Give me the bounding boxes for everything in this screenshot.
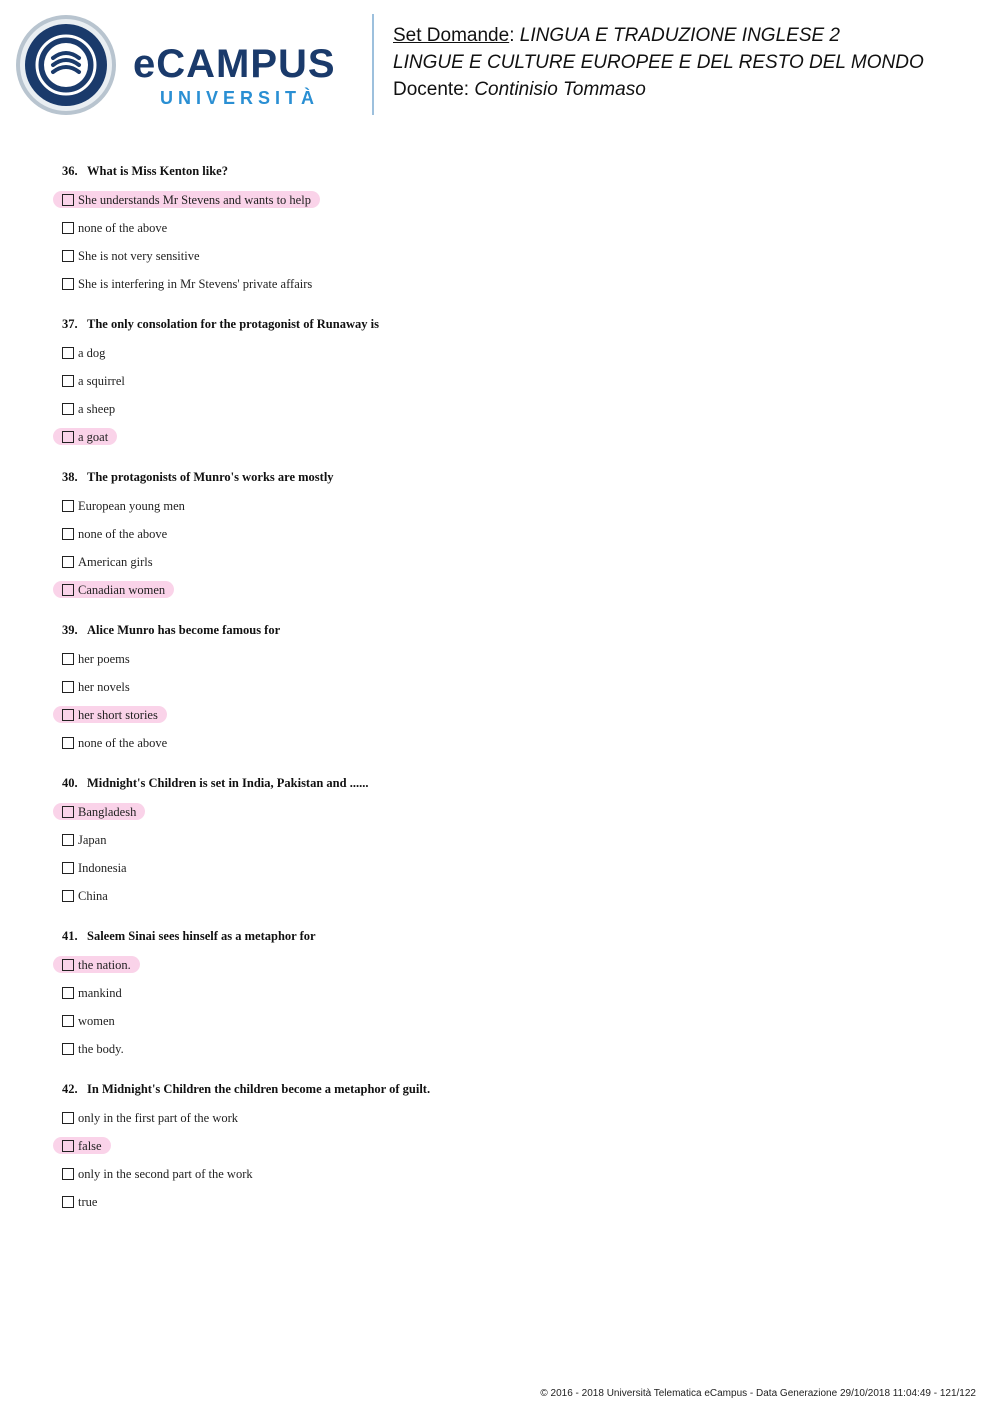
answer-option[interactable]	[62, 882, 942, 910]
answer-checkbox[interactable]	[62, 1015, 74, 1027]
answer-option[interactable]	[62, 520, 942, 548]
question-block	[62, 772, 942, 910]
answer-option[interactable]	[62, 1188, 942, 1216]
answer-checkbox[interactable]	[62, 278, 74, 290]
answer-option[interactable]	[62, 242, 942, 270]
answer-checkbox[interactable]	[62, 1043, 74, 1055]
course-info	[393, 22, 924, 103]
question-number: 40.	[62, 776, 78, 790]
answer-checkbox[interactable]	[62, 862, 74, 874]
answer-option[interactable]	[62, 339, 942, 367]
answer-option[interactable]	[62, 214, 942, 242]
answer-checkbox[interactable]	[62, 403, 74, 415]
answer-text: Canadian women	[78, 582, 166, 597]
answer-option[interactable]	[62, 826, 942, 854]
set-sep: :	[509, 25, 520, 46]
answer-text: Indonesia	[78, 860, 127, 875]
question-list	[62, 160, 942, 1231]
question-number: 37.	[62, 317, 78, 331]
question-block	[62, 160, 942, 298]
answer-text: She is interfering in Mr Stevens' private affairs	[78, 276, 313, 291]
answer-text: her poems	[78, 651, 130, 666]
answer-option[interactable]	[62, 1104, 942, 1132]
question-text: In Midnight's Children the children become a metaphor of guilt.	[87, 1082, 431, 1096]
answer-text: the nation.	[78, 957, 131, 972]
question-title	[62, 772, 942, 794]
answer-option[interactable]	[62, 548, 942, 576]
answer-text: none of the above	[78, 526, 168, 541]
answer-checkbox[interactable]	[62, 500, 74, 512]
header-divider	[372, 14, 374, 115]
question-title	[62, 619, 942, 641]
answer-text: true	[78, 1194, 98, 1209]
answer-checkbox[interactable]	[62, 653, 74, 665]
answer-option[interactable]	[62, 979, 942, 1007]
answer-option[interactable]	[62, 1132, 942, 1160]
answer-option[interactable]	[62, 645, 942, 673]
answer-text: a squirrel	[78, 373, 125, 388]
answer-text: only in the first part of the work	[78, 1110, 239, 1125]
answer-option[interactable]	[62, 1007, 942, 1035]
question-text: Alice Munro has become famous for	[87, 623, 281, 637]
answer-option[interactable]	[62, 186, 942, 214]
answer-option[interactable]	[62, 729, 942, 757]
answer-option[interactable]	[62, 701, 942, 729]
answer-option[interactable]	[62, 1160, 942, 1188]
answer-text: Japan	[78, 832, 107, 847]
question-block	[62, 313, 942, 451]
answer-text: a dog	[78, 345, 106, 360]
answer-checkbox[interactable]	[62, 987, 74, 999]
degree-title: LINGUE E CULTURE EUROPEE E DEL RESTO DEL MONDO	[393, 52, 924, 73]
question-block	[62, 1078, 942, 1216]
answer-text: her novels	[78, 679, 130, 694]
question-text: The protagonists of Munro's works are mostly	[87, 470, 334, 484]
answer-checkbox[interactable]	[62, 584, 74, 596]
question-block	[62, 925, 942, 1063]
question-text: Midnight's Children is set in India, Pakistan and ......	[87, 776, 369, 790]
answer-checkbox[interactable]	[62, 528, 74, 540]
ecampus-wordmark	[133, 44, 336, 84]
answer-text: China	[78, 888, 108, 903]
brand-name: eCAMPUS	[133, 42, 336, 86]
teacher-line	[393, 76, 924, 103]
question-title	[62, 925, 942, 947]
answer-text: European young men	[78, 498, 185, 513]
answer-text: American girls	[78, 554, 153, 569]
answer-text: false	[78, 1138, 102, 1153]
question-text: What is Miss Kenton like?	[87, 164, 228, 178]
ecampus-subtitle: UNIVERSITÀ	[160, 88, 320, 108]
answer-checkbox[interactable]	[62, 194, 74, 206]
answer-option[interactable]	[62, 367, 942, 395]
answer-option[interactable]	[62, 854, 942, 882]
teacher-label: Docente:	[393, 79, 475, 100]
degree-line	[393, 49, 924, 76]
question-number: 38.	[62, 470, 78, 484]
answer-option[interactable]	[62, 951, 942, 979]
answer-checkbox[interactable]	[62, 806, 74, 818]
answer-checkbox[interactable]	[62, 681, 74, 693]
ecampus-seal-logo-icon	[15, 14, 117, 116]
question-text: Saleem Sinai sees hinself as a metaphor for	[87, 929, 316, 943]
answer-checkbox[interactable]	[62, 834, 74, 846]
answer-text: She is not very sensitive	[78, 248, 200, 263]
answer-checkbox[interactable]	[62, 1196, 74, 1208]
answer-option[interactable]	[62, 576, 942, 604]
question-number: 41.	[62, 929, 78, 943]
answer-option[interactable]	[62, 673, 942, 701]
answer-text: her short stories	[78, 707, 158, 722]
question-number: 39.	[62, 623, 78, 637]
answer-checkbox[interactable]	[62, 556, 74, 568]
question-title	[62, 160, 942, 182]
answer-checkbox[interactable]	[62, 375, 74, 387]
question-title	[62, 313, 942, 335]
answer-option[interactable]	[62, 270, 942, 298]
answer-checkbox[interactable]	[62, 250, 74, 262]
answer-checkbox[interactable]	[62, 1168, 74, 1180]
answer-checkbox[interactable]	[62, 431, 74, 443]
answer-option[interactable]	[62, 492, 942, 520]
answer-text: a goat	[78, 429, 109, 444]
answer-checkbox[interactable]	[62, 222, 74, 234]
answer-option[interactable]	[62, 798, 942, 826]
question-title	[62, 1078, 942, 1100]
set-label: Set Domande	[393, 25, 510, 46]
answer-checkbox[interactable]	[62, 347, 74, 359]
question-number: 42.	[62, 1082, 78, 1096]
course-line	[393, 22, 924, 49]
question-title	[62, 466, 942, 488]
answer-text: Bangladesh	[78, 804, 137, 819]
page-footer: © 2016 - 2018 Università Telematica eCampus - Data Generazione 29/10/2018 11:04:49 - 121/122	[540, 1388, 976, 1399]
answer-checkbox[interactable]	[62, 1140, 74, 1152]
question-text: The only consolation for the protagonist of Runaway is	[87, 317, 379, 331]
teacher-name: Continisio Tommaso	[474, 79, 646, 100]
page-header	[0, 0, 1000, 130]
answer-text: women	[78, 1013, 115, 1028]
answer-text: mankind	[78, 985, 122, 1000]
answer-text: none of the above	[78, 735, 168, 750]
answer-option[interactable]	[62, 423, 942, 451]
question-number: 36.	[62, 164, 78, 178]
answer-checkbox[interactable]	[62, 1112, 74, 1124]
answer-text: none of the above	[78, 220, 168, 235]
answer-checkbox[interactable]	[62, 737, 74, 749]
question-block	[62, 619, 942, 757]
course-title: LINGUA E TRADUZIONE INGLESE 2	[519, 25, 841, 46]
answer-text: the body.	[78, 1041, 124, 1056]
answer-option[interactable]	[62, 395, 942, 423]
answer-checkbox[interactable]	[62, 709, 74, 721]
answer-text: a sheep	[78, 401, 116, 416]
question-block	[62, 466, 942, 604]
answer-option[interactable]	[62, 1035, 942, 1063]
answer-text: She understands Mr Stevens and wants to help	[78, 192, 311, 207]
answer-text: only in the second part of the work	[78, 1166, 253, 1181]
answer-checkbox[interactable]	[62, 890, 74, 902]
answer-checkbox[interactable]	[62, 959, 74, 971]
